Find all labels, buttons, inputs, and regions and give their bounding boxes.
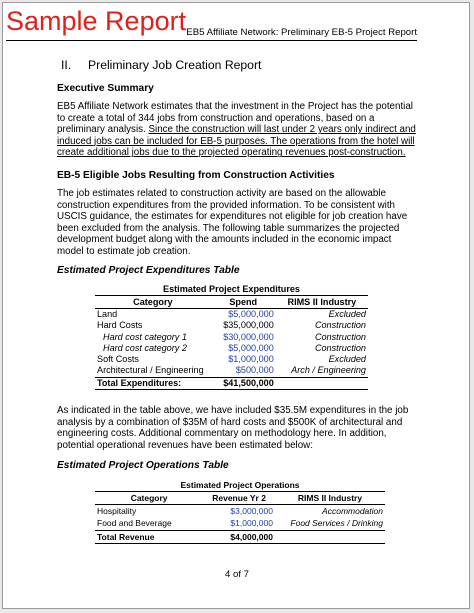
section-title xyxy=(57,58,417,72)
expenditures-table-caption: Estimated Project Expenditures xyxy=(163,284,300,294)
operations-table-caption: Estimated Project Operations xyxy=(180,480,300,490)
industry-cell: Accommodation xyxy=(322,506,383,516)
running-header: EB5 Affiliate Network: Preliminary EB-5 Project Report xyxy=(186,27,417,38)
category-cell: Architectural / Engineering xyxy=(97,365,204,376)
header-rule xyxy=(6,40,417,41)
column-header-industry: RIMS II Industry xyxy=(275,492,385,505)
spend-cell: $35,000,000 xyxy=(223,320,274,331)
executive-summary-underlined-text: Since the construction will last under 2 years only indirect and induced jobs can be included for EB-5 purposes. The operations from the hotel will create additional jobs due to the projected operating revenues post-construction. xyxy=(57,124,416,159)
industry-cell: Food Services / Drinking xyxy=(290,518,383,529)
industry-cell: Arch / Engineering xyxy=(291,365,366,376)
commentary-paragraph: As indicated in the table above, we have included $35.5M expenditures in the job analysis by a combination of $35M of hard costs and $500K of architectural and engineering costs. Additional commentary on methodology here. In addition, potential operational revenues have been estimated below: xyxy=(57,405,409,451)
column-header-category: Category xyxy=(95,296,211,309)
table-row xyxy=(95,505,385,518)
total-spend: $41,500,000 xyxy=(211,377,276,389)
table-row xyxy=(95,332,368,343)
section-title-text: Preliminary Job Creation Report xyxy=(88,58,262,72)
table-row xyxy=(95,309,368,321)
spend-cell: $1,000,000 xyxy=(228,354,274,365)
total-industry xyxy=(275,530,385,543)
executive-summary-heading: Executive Summary xyxy=(57,83,154,94)
category-cell: Food and Beverage xyxy=(97,518,172,529)
report-page xyxy=(2,2,470,609)
category-cell: Land xyxy=(97,309,118,319)
industry-cell: Excluded xyxy=(328,309,366,319)
category-cell: Hard cost category 2 xyxy=(103,342,187,353)
page-number: 4 of 7 xyxy=(224,569,249,580)
column-header-industry: RIMS II Industry xyxy=(276,296,368,309)
table-row xyxy=(95,517,385,530)
industry-cell: Construction xyxy=(314,342,366,353)
operations-total-row xyxy=(95,530,385,543)
table-row xyxy=(95,365,368,377)
table-row xyxy=(95,354,368,365)
column-header-spend: Spend xyxy=(211,296,276,309)
eligible-jobs-paragraph: The job estimates related to construction activity are based on the allowable construction expenditures from the provided information. To be consistent with USCIS guidance, the estimates for expenditures not eligible for job creation have been excluded from the analysis. The following table summarizes the projected development budget along with the amounts included in the economic impact model to estimate job creation. xyxy=(57,188,408,257)
executive-summary-text: EB5 Affiliate Network estimates that the investment in the Project has the potential to create a total of 344 jobs from construction and operations, based on a preliminary analysis. xyxy=(57,101,413,136)
category-cell: Hard cost category 1 xyxy=(103,331,187,342)
expenditures-table-label: Estimated Project Expenditures Table xyxy=(57,265,240,276)
column-header-category: Category xyxy=(95,492,203,505)
operations-table-label: Estimated Project Operations Table xyxy=(57,460,229,471)
total-label: Total Revenue xyxy=(95,530,203,543)
total-industry xyxy=(276,377,368,389)
spend-cell: $30,000,000 xyxy=(223,331,274,342)
industry-cell: Construction xyxy=(314,331,366,342)
revenue-cell: $1,000,000 xyxy=(230,518,273,529)
spend-cell: $5,000,000 xyxy=(228,309,274,319)
executive-summary-paragraph xyxy=(57,101,417,159)
expenditures-table xyxy=(95,284,368,390)
spend-cell: $5,000,000 xyxy=(228,342,274,353)
table-row xyxy=(95,343,368,354)
expenditures-total-row xyxy=(95,377,368,389)
eligible-jobs-heading: EB-5 Eligible Jobs Resulting from Construction Activities xyxy=(57,170,335,181)
revenue-cell: $3,000,000 xyxy=(230,506,273,516)
industry-cell: Construction xyxy=(314,320,366,331)
total-revenue: $4,000,000 xyxy=(203,530,275,543)
column-header-revenue: Revenue Yr 2 xyxy=(203,492,275,505)
report-title: Sample Report xyxy=(6,6,187,36)
total-label: Total Expenditures: xyxy=(95,377,211,389)
category-cell: Hard Costs xyxy=(97,320,143,331)
category-cell: Hospitality xyxy=(97,506,137,516)
category-cell: Soft Costs xyxy=(97,354,139,365)
section-number: II. xyxy=(61,58,72,72)
spend-cell: $500,000 xyxy=(235,365,274,376)
operations-table xyxy=(95,480,385,544)
industry-cell: Excluded xyxy=(328,354,366,365)
table-row xyxy=(95,320,368,331)
